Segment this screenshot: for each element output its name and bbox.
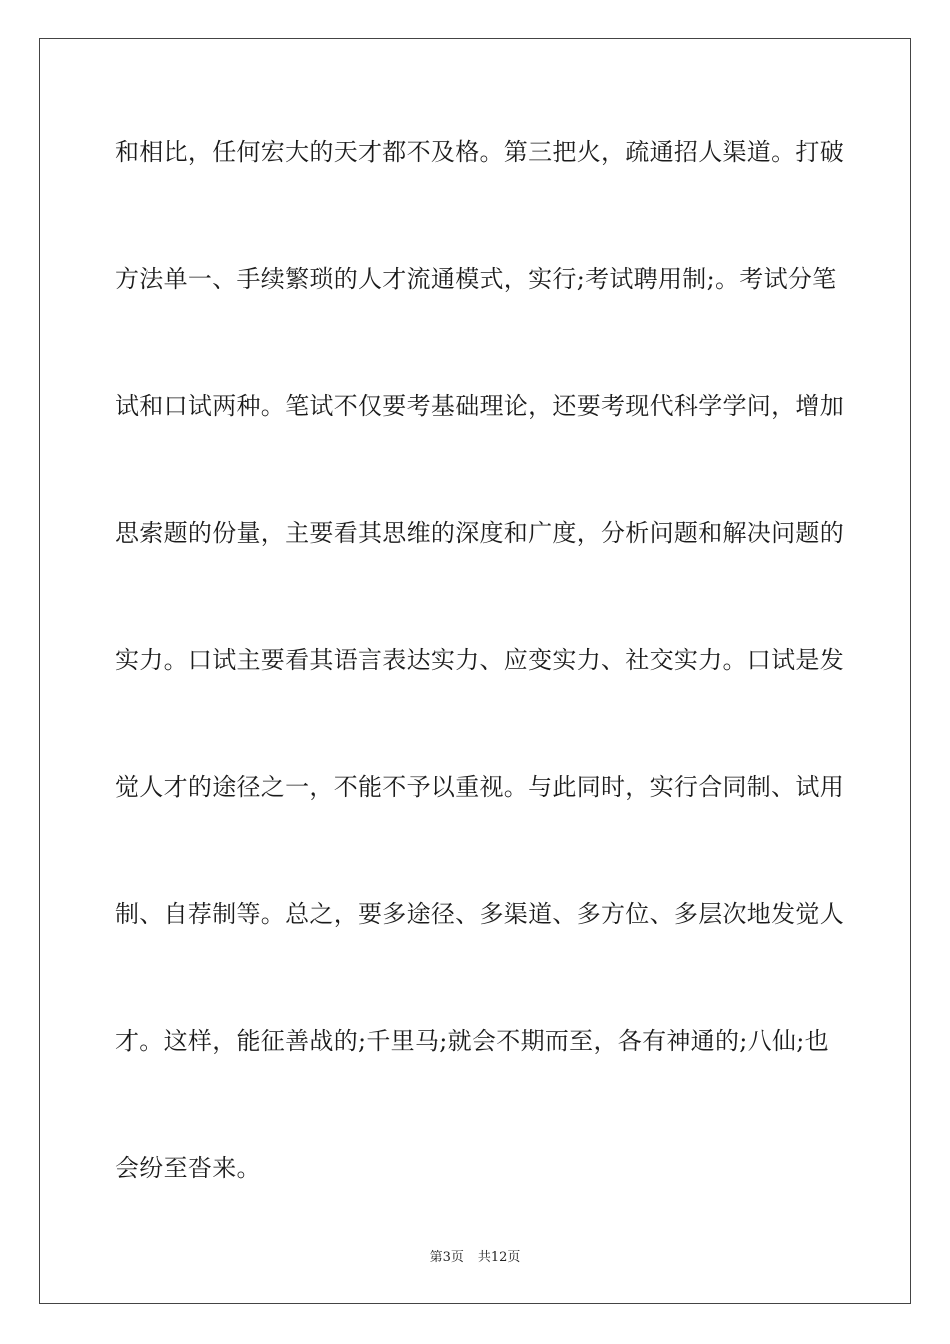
text-line: 制、自荐制等。总之，要多途径、多渠道、多方位、多层次地发觉人 bbox=[115, 900, 844, 928]
text-line: 觉人才的途径之一，不能不予以重视。与此同时，实行合同制、试用 bbox=[115, 773, 844, 801]
document-body bbox=[115, 132, 844, 1275]
text-line: 会纷至沓来。 bbox=[115, 1154, 261, 1182]
text-line: 才。这样，能征善战的;千里马;就会不期而至，各有神通的;八仙;也 bbox=[115, 1027, 829, 1055]
text-line: 思索题的份量，主要看其思维的深度和广度，分析问题和解决问题的 bbox=[115, 519, 844, 547]
text-line: 方法单一、手续繁琐的人才流通模式，实行;考试聘用制;。考试分笔 bbox=[115, 265, 837, 293]
page-total: 共12页 bbox=[477, 1250, 521, 1265]
text-line: 实力。口试主要看其语言表达实力、应变实力、社交实力。口试是发 bbox=[115, 646, 844, 674]
text-line: 和相比，任何宏大的天才都不及格。第三把火，疏通招人渠道。打破 bbox=[115, 138, 844, 166]
page-footer bbox=[0, 1246, 950, 1265]
text-line: 试和口试两种。笔试不仅要考基础理论，还要考现代科学学问，增加 bbox=[115, 392, 844, 420]
page-number: 第3页 bbox=[429, 1250, 464, 1265]
